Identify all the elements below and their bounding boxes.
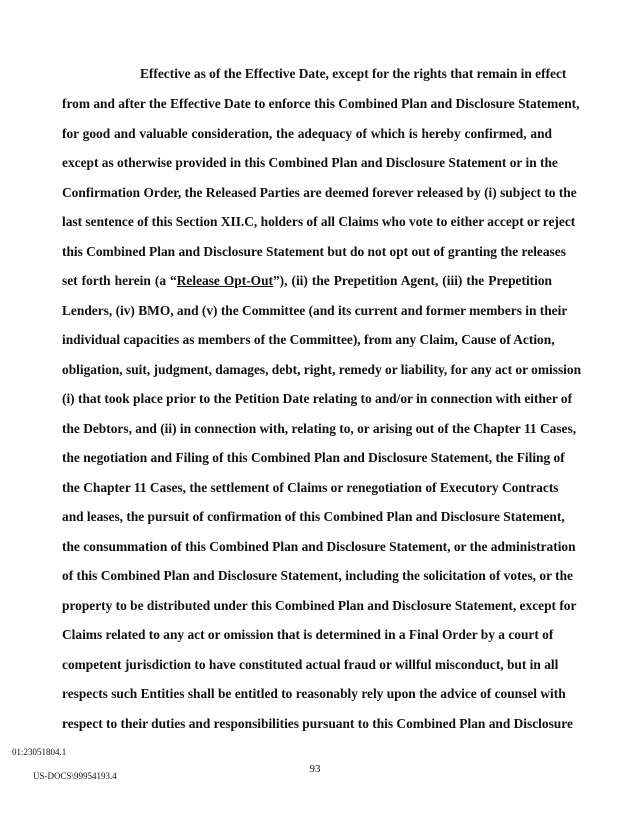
line-text-before: set forth herein (a “ — [62, 273, 177, 288]
paragraph-line: respects such Entities shall be entitled to reasonably rely upon the advice of counsel with — [62, 686, 566, 701]
document-id-primary: 01:23051804.1 — [12, 747, 67, 757]
paragraph-line: (i) that took place prior to the Petition Date relating to and/or in connection with either of — [62, 391, 573, 406]
line-text-after: ”), (ii) the Prepetition Agent, (iii) the Prepetition — [272, 273, 552, 288]
release-opt-out-term: Release Opt-Out — [176, 273, 273, 288]
document-id-secondary: US-DOCS\99954193.4 — [33, 771, 117, 781]
paragraph-line: the consummation of this Combined Plan and Disclosure Statement, or the administration — [62, 539, 576, 554]
paragraph-line: of this Combined Plan and Disclosure Statement, including the solicitation of votes, or the — [62, 568, 573, 583]
paragraph-line: obligation, suit, judgment, damages, debt, right, remedy or liability, for any act or omission — [62, 362, 582, 377]
paragraph-line: from and after the Effective Date to enforce this Combined Plan and Disclosure Statement, — [62, 96, 580, 111]
paragraph-line: for good and valuable consideration, the adequacy of which is hereby confirmed, and — [62, 126, 552, 141]
paragraph-line: this Combined Plan and Disclosure Statement but do not opt out of granting the releases — [62, 244, 566, 259]
paragraph-line: except as otherwise provided in this Combined Plan and Disclosure Statement or in the — [62, 155, 558, 170]
paragraph-line: property to be distributed under this Combined Plan and Disclosure Statement, except for — [62, 598, 577, 613]
paragraph-line: last sentence of this Section XII.C, holders of all Claims who vote to either accept or reject — [62, 214, 576, 229]
paragraph-line-release-opt-out — [62, 273, 552, 289]
paragraph-line: Lenders, (iv) BMO, and (v) the Committee (and its current and former members in their — [62, 303, 568, 318]
paragraph-line: respect to their duties and responsibilities pursuant to this Combined Plan and Disclosure — [62, 716, 573, 731]
paragraph-line: competent jurisdiction to have constituted actual fraud or willful misconduct, but in all — [62, 657, 559, 672]
paragraph-line: Effective as of the Effective Date, except for the rights that remain in effect — [140, 66, 567, 81]
paragraph-line: the Chapter 11 Cases, the settlement of Claims or renegotiation of Executory Contracts — [62, 480, 559, 495]
paragraph-line: the negotiation and Filing of this Combined Plan and Disclosure Statement, the Filing of — [62, 450, 565, 465]
paragraph-line: and leases, the pursuit of confirmation of this Combined Plan and Disclosure Statement, — [62, 509, 565, 524]
paragraph-line: Claims related to any act or omission that is determined in a Final Order by a court of — [62, 627, 554, 642]
paragraph-line: Confirmation Order, the Released Parties are deemed forever released by (i) subject to the — [62, 185, 577, 200]
paragraph-line: the Debtors, and (ii) in connection with, relating to, or arising out of the Chapter 11 Cases, — [62, 421, 577, 436]
paragraph-line: individual capacities as members of the Committee), from any Claim, Cause of Action, — [62, 332, 555, 347]
page-number: 93 — [309, 763, 321, 775]
